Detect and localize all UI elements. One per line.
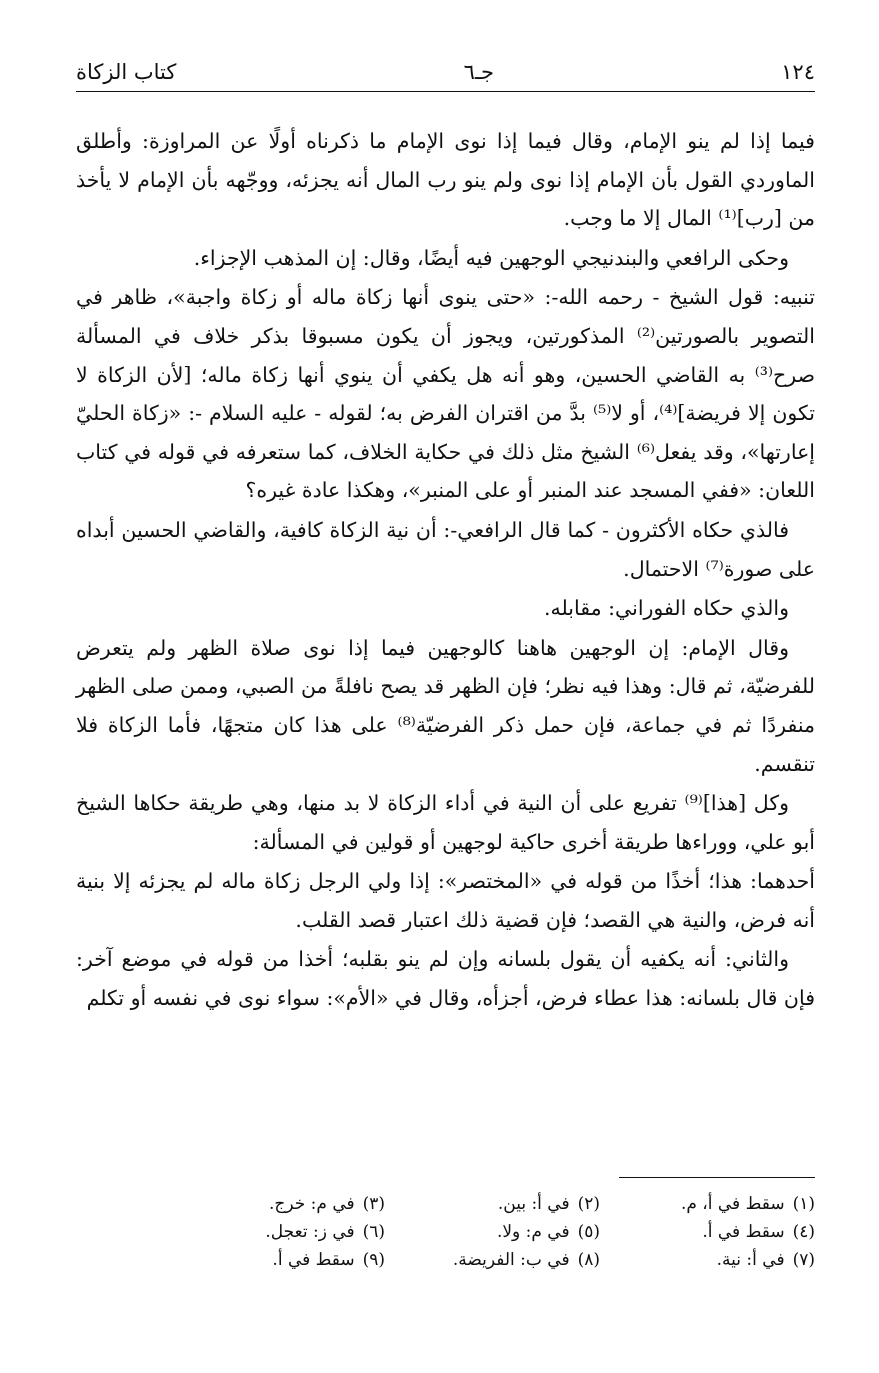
footnote	[170, 1218, 385, 1246]
footnote	[385, 1190, 600, 1218]
footnote-text: في ز: تعجل.	[265, 1222, 355, 1242]
footnote-text: في أ: نية.	[716, 1250, 785, 1270]
footnote-number: (٨)	[577, 1250, 601, 1270]
header-rule	[76, 91, 815, 92]
book-title: كتاب الزكاة	[76, 60, 177, 84]
page-number: ١٢٤	[781, 60, 815, 84]
footnote-row	[170, 1246, 815, 1274]
footnote	[385, 1218, 600, 1246]
footnote-row	[170, 1218, 815, 1246]
paragraph: وقال الإمام: إن الوجهين هاهنا كالوجهين فيما إذا نوى صلاة الظهر ولم يتعرض للفرضيّة، ثم قال: وهذا فيه نظر؛ فإن الظهر قد يصح نافلةً من الصبي، وممن صلى الظهر منفردًا ثم في جماعة، فإن حمل ذكر الفرضيّة⁽⁸⁾ على هذا كان متجهًا، فأما الزكاة فلا تنقسم.	[76, 635, 815, 776]
footnote	[170, 1246, 385, 1274]
footnote	[170, 1190, 385, 1218]
footnote-separator	[619, 1177, 815, 1178]
footnote-text: سقط في أ.	[272, 1250, 355, 1270]
paragraph: والذي حكاه الفوراني: مقابله.	[544, 596, 789, 621]
footnote-text: سقط في أ، م.	[680, 1194, 785, 1214]
footnote	[385, 1246, 600, 1274]
paragraph: أحدهما: هذا؛ أخذًا من قوله في «المختصر»: إذا ولي الرجل زكاة ماله لم يجزئه إلا بنية أنه فرض، والنية هي القصد؛ فإن قضية ذلك اعتبار قصد القلب.	[76, 869, 815, 932]
footnote	[600, 1246, 815, 1274]
footnote-text: في ب: الفريضة.	[452, 1250, 570, 1270]
footnote	[600, 1218, 815, 1246]
footnotes	[170, 1190, 815, 1274]
volume-label: جـ٦	[463, 60, 494, 84]
paragraph: تنبيه: قول الشيخ - رحمه الله-: «حتى ينوى أنها زكاة ماله أو زكاة واجبة»، ظاهر في التصوير بالصورتين⁽²⁾ المذكورتين، ويجوز أن يكون مسبوقا بذكر خلاف في المسألة صرح⁽³⁾ به القاضي الحسين، وهو أنه هل يكفي أن ينوي أنها زكاة ماله؛ [لأن الزكاة لا تكون إلا فريضة]⁽⁴⁾، أو لا⁽⁵⁾ بدَّ من اقتران الفرض به؛ لقوله - عليه السلام -: «زكاة الحليّ إعارتها»، وقد يفعل⁽⁶⁾ الشيخ مثل ذلك في حكاية الخلاف، كما ستعرفه في قوله في كتاب اللعان: «ففي المسجد عند المنبر أو على المنبر»، وهكذا عادة غيره؟	[76, 285, 816, 503]
paragraph: وحكى الرافعي والبندنيجي الوجهين فيه أيضًا، وقال: إن المذهب الإجزاء.	[193, 245, 789, 270]
footnote-number: (٩)	[362, 1250, 386, 1270]
footnote-text: في أ: بين.	[497, 1194, 570, 1214]
footnote-text: في م: خرج.	[269, 1194, 355, 1214]
paragraph: وكل [هذا]⁽⁹⁾ تفريع على أن النية في أداء الزكاة لا بد منها، وهي طريقة حكاها الشيخ أبو علي، ووراءها طريقة أخرى حاكية لوجهين أو قولين في المسألة:	[76, 791, 815, 854]
main-text	[76, 122, 815, 1019]
paragraph: والثاني: أنه يكفيه أن يقول بلسانه وإن لم ينو بقلبه؛ أخذا من قوله في موضع آخر: فإن قال بلسانه: هذا عطاء فرض، أجزأه، وقال في «الأم»: سواء نوى في نفسه أو تكلم	[76, 947, 815, 1011]
footnote-text: في م: ولا.	[496, 1222, 570, 1242]
footnote-number: (٣)	[362, 1194, 386, 1214]
footnote-number: (١)	[792, 1194, 815, 1214]
footnote-number: (٥)	[577, 1222, 601, 1242]
footnote	[600, 1190, 815, 1218]
footnote-number: (٤)	[792, 1222, 815, 1242]
footnote-text: سقط في أ.	[702, 1222, 785, 1242]
running-header	[76, 52, 815, 92]
footnote-number: (٧)	[792, 1250, 815, 1270]
paragraph: فيما إذا لم ينو الإمام، وقال فيما إذا نوى الإمام ما ذكرناه أولًا عن المراوزة: وأطلق الماوردي القول بأن الإمام إذا نوى ولم ينو رب المال أنه يجزئه، ووجّهه بأن الإمام لا يأخذ من [رب]⁽¹⁾ المال إلا ما وجب.	[76, 129, 815, 231]
paragraph: فالذي حكاه الأكثرون - كما قال الرافعي-: أن نية الزكاة كافية، والقاضي الحسين أبداه على صورة⁽⁷⁾ الاحتمال.	[76, 517, 815, 581]
footnote-number: (٦)	[362, 1222, 386, 1242]
footnote-row	[170, 1190, 815, 1218]
footnote-number: (٢)	[577, 1194, 601, 1214]
